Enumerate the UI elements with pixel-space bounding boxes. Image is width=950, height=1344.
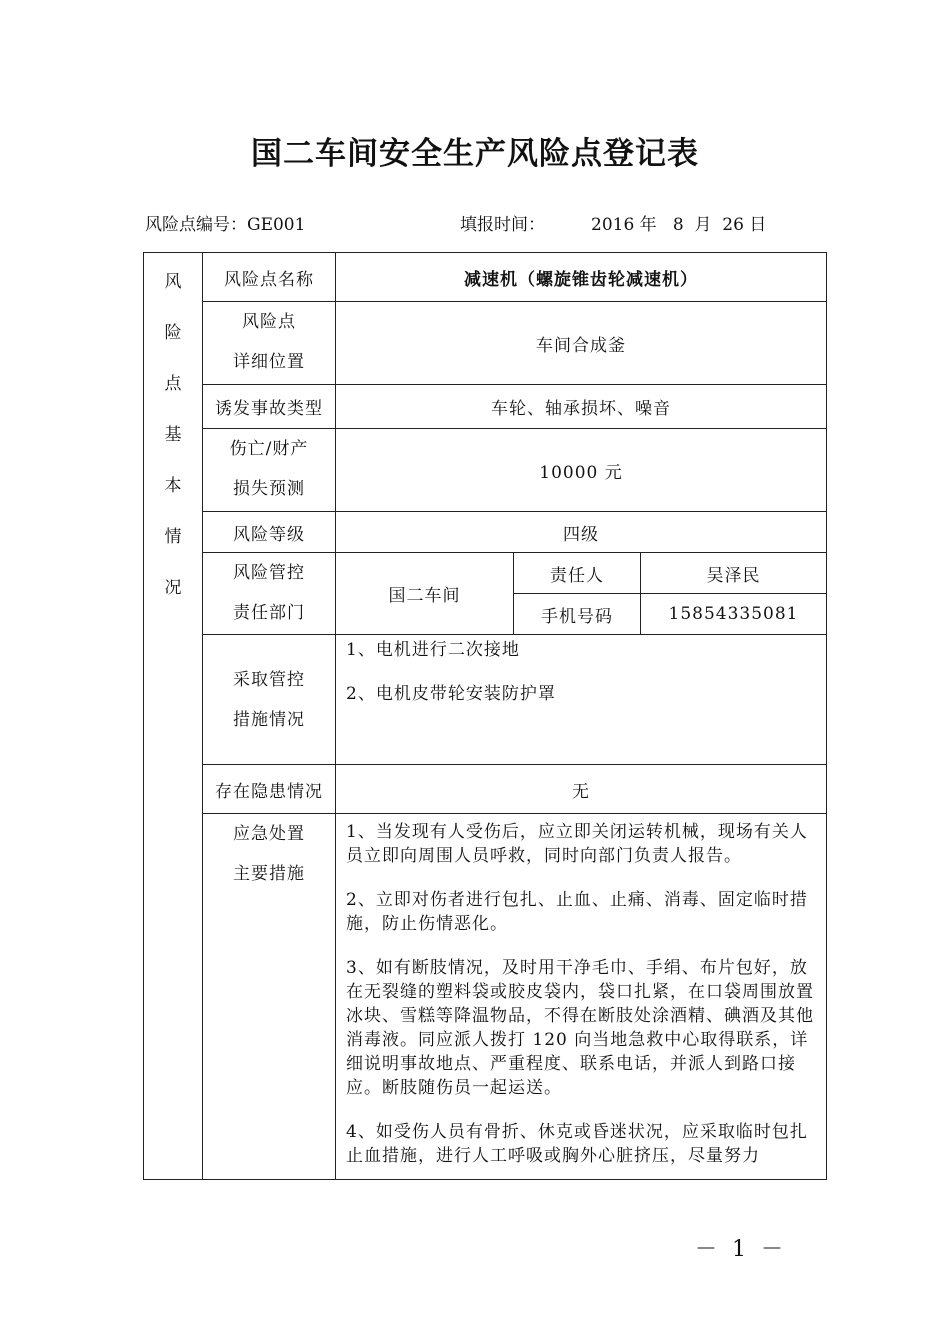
risk-name-value: 减速机（螺旋锥齿轮减速机） xyxy=(336,253,827,302)
dept-value: 国二车间 xyxy=(336,553,514,635)
measure-item: 1、电机进行二次接地 xyxy=(346,640,520,660)
emergency-item: 3、如有断肢情况，及时用干净毛巾、手绢、布片包好，放在无裂缝的塑料袋或胶皮袋内，袋口扎紧，在口袋周围放置冰块、雪糕等降温物品，不得在断肢处涂酒精、碘酒及其他消毒液。同应派人拨打 120 向当地急救中心取得联系，详细说明事故地点、严重程度、联系电话，并派人到路口接应。断肢随伤员一起运送。 xyxy=(346,958,814,1098)
measure-item: 2、电机皮带轮安装防护罩 xyxy=(346,684,556,704)
hazard-value: 无 xyxy=(336,765,827,814)
loss-label: 伤亡/财产 损失预测 xyxy=(203,429,336,512)
report-date-label: 填报时间： xyxy=(460,215,545,235)
location-label: 风险点 详细位置 xyxy=(203,302,336,385)
emergency-item: 1、当发现有人受伤后，应立即关闭运转机械，现场有关人员立即向周围人员呼救，同时向部门负责人报告。 xyxy=(346,822,808,866)
risk-level-label: 风险等级 xyxy=(203,512,336,553)
section-label: 风 险 点 基 本 情 况 xyxy=(144,253,203,1180)
phone-value: 15854335081 xyxy=(641,594,827,635)
person-value: 吴泽民 xyxy=(641,553,827,594)
measures-value xyxy=(336,635,827,765)
risk-code-value: GE001 xyxy=(247,215,306,235)
page-number: － 1 － xyxy=(695,1237,787,1262)
location-value: 车间合成釜 xyxy=(336,302,827,385)
emergency-item: 2、立即对伤者进行包扎、止血、止痛、消毒、固定临时措施，防止伤情恶化。 xyxy=(346,890,808,934)
emergency-item: 4、如受伤人员有骨折、休克或昏迷状况，应采取临时包扎止血措施，进行人工呼吸或胸外心脏挤压，尽量努力 xyxy=(346,1122,808,1166)
accident-type-label: 诱发事故类型 xyxy=(203,385,336,429)
page-title: 国二车间安全生产风险点登记表 xyxy=(251,136,699,172)
phone-label: 手机号码 xyxy=(514,594,641,635)
risk-code xyxy=(145,210,305,235)
report-date xyxy=(460,210,766,235)
accident-type-value: 车轮、轴承损坏、噪音 xyxy=(336,385,827,429)
person-label: 责任人 xyxy=(514,553,641,594)
emergency-label: 应急处置 主要措施 xyxy=(203,814,336,1180)
report-date-value: 2016 年 8 月 26 日 xyxy=(591,215,767,235)
dept-label: 风险管控 责任部门 xyxy=(203,553,336,635)
risk-name-label: 风险点名称 xyxy=(203,253,336,302)
risk-register-table xyxy=(143,252,827,1180)
measures-label: 采取管控 措施情况 xyxy=(203,635,336,765)
risk-code-label: 风险点编号： xyxy=(145,215,247,235)
loss-value: 10000 元 xyxy=(336,429,827,512)
risk-level-value: 四级 xyxy=(336,512,827,553)
hazard-label: 存在隐患情况 xyxy=(203,765,336,814)
emergency-value xyxy=(336,814,827,1180)
